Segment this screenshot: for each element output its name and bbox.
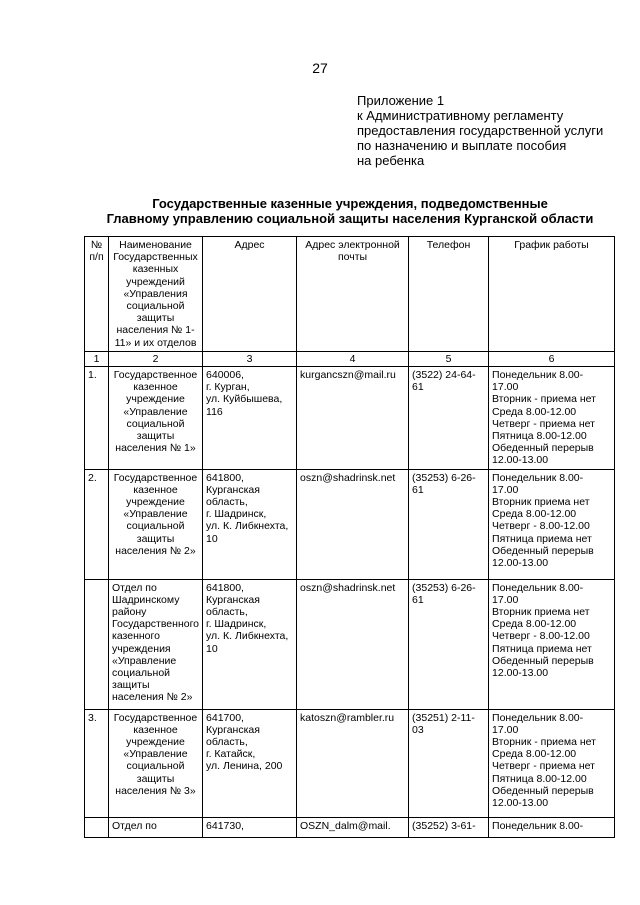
cell-line: 12.00-13.00 (492, 667, 549, 680)
cell-line: Курганская (206, 483, 260, 496)
cell-line: «Управление (123, 748, 188, 761)
cell-line: п/п (89, 251, 104, 264)
cell-line: 17.00 (492, 593, 519, 606)
cell-line: социальной (126, 300, 185, 313)
cell-line: Отдел по (112, 819, 157, 832)
cell-line: г. Шадринск, (206, 508, 267, 521)
table-row (85, 709, 615, 817)
cell-line: Курганская (206, 593, 260, 606)
column-number: 1 (85, 351, 109, 366)
header-num (85, 237, 109, 352)
cell-address (203, 367, 297, 470)
cell-num: 2. (85, 469, 109, 579)
cell-line: ул. Куйбышева, (206, 393, 283, 406)
cell-line: Государственного (112, 618, 200, 631)
cell-line: «Управление (123, 405, 188, 418)
cell-name (109, 817, 203, 837)
cell-line: 17.00 (492, 483, 519, 496)
appendix-line: на ребенка (357, 153, 425, 168)
cell-line: Государственное (113, 369, 198, 382)
cell-address (203, 817, 297, 837)
cell-line: 641730, (206, 819, 244, 832)
cell-line: 641800, (206, 581, 244, 594)
cell-num (85, 579, 109, 709)
cell-num: 1. (85, 367, 109, 470)
cell-line: Обеденный перерыв (492, 654, 594, 667)
header-phone (409, 237, 489, 352)
cell-line: Шадринскому (112, 593, 180, 606)
appendix-line: к Административному регламенту (357, 108, 564, 123)
cell-line: Четверг - приема нет (492, 760, 595, 773)
cell-line: 11» и их отделов (114, 336, 197, 349)
cell-num: 3. (85, 709, 109, 817)
cell-line: учреждение (126, 496, 185, 509)
cell-line: г. Шадринск, (206, 618, 267, 631)
cell-line: Обеденный перерыв (492, 442, 594, 455)
cell-line: 10 (206, 642, 218, 655)
cell-line: katoszn@rambler.ru (300, 711, 395, 724)
cell-line: Обеденный перерыв (492, 784, 594, 797)
cell-line: Наименование (119, 239, 192, 251)
cell-line: 12.00-13.00 (492, 557, 549, 570)
appendix-line: предоставления государственной услуги (357, 123, 604, 138)
cell-address (203, 469, 297, 579)
cell-line: населения № 3» (115, 784, 196, 797)
cell-line: Государственных (113, 251, 198, 264)
cell-line: «Управления (123, 287, 188, 300)
cell-line: казенных (132, 263, 179, 276)
cell-line: г. Курган, (206, 381, 250, 394)
cell-email (297, 367, 409, 470)
cell-line: социальной (126, 417, 185, 430)
cell-schedule (489, 367, 615, 470)
cell-email (297, 469, 409, 579)
cell-line: Телефон (426, 239, 471, 251)
cell-line: ул. Ленина, 200 (206, 760, 283, 773)
cell-line: учреждение (126, 736, 185, 749)
cell-line: Четверг - 8.00-12.00 (492, 630, 590, 643)
cell-line: ул. К. Либкнехта, (206, 630, 289, 643)
cell-line: oszn@shadrinsk.net (300, 471, 396, 484)
page-number: 27 (312, 60, 328, 76)
cell-line: казенное (133, 483, 178, 496)
cell-line: Пятница приема нет (492, 642, 592, 655)
cell-phone (409, 367, 489, 470)
cell-address (203, 709, 297, 817)
cell-phone (409, 709, 489, 817)
cell-line: Четверг - 8.00-12.00 (492, 520, 590, 533)
cell-line: 10 (206, 532, 218, 545)
cell-line: социальной (126, 520, 185, 533)
cell-line: Государственное (113, 711, 198, 724)
cell-line: учреждения (112, 642, 171, 655)
cell-line: Понедельник 8.00- (492, 711, 584, 724)
cell-line: Среда 8.00-12.00 (492, 618, 577, 631)
header-name (109, 237, 203, 352)
cell-line: Понедельник 8.00- (492, 581, 584, 594)
appendix-line: Приложение 1 (357, 93, 445, 108)
cell-line: Государственное (113, 471, 198, 484)
cell-line: 61 (412, 593, 424, 606)
cell-line: Курганская (206, 723, 260, 736)
cell-line: kurgancszn@mail.ru (300, 369, 396, 382)
cell-line: Понедельник 8.00- (492, 369, 584, 382)
cell-email (297, 817, 409, 837)
cell-line: Отдел по (112, 581, 157, 594)
cell-line: «Управление (112, 654, 177, 667)
cell-line: почты (337, 251, 368, 264)
document-title-line: Главному управлению социальной защиты населения Курганской области (106, 211, 594, 226)
document-title-line: Государственные казенные учреждения, подведомственные (152, 196, 548, 211)
cell-line: Среда 8.00-12.00 (492, 405, 577, 418)
appendix-note (357, 93, 627, 168)
cell-num (85, 817, 109, 837)
cell-name (109, 367, 203, 470)
institutions-table (84, 236, 615, 838)
cell-line: Вторник - приема нет (492, 393, 596, 406)
column-numbers-row (85, 351, 615, 366)
appendix-line: по назначению и выплате пособия (357, 138, 567, 153)
cell-line: 61 (412, 381, 424, 394)
cell-line: защиты (136, 430, 175, 443)
cell-line: казенное (133, 381, 178, 394)
cell-line: 61 (412, 483, 424, 496)
column-number: 4 (297, 351, 409, 366)
cell-email (297, 709, 409, 817)
cell-line: область, (206, 736, 248, 749)
cell-line: (35252) 3-61- (412, 819, 476, 832)
cell-line: защиты (136, 532, 175, 545)
cell-line: казенное (133, 723, 178, 736)
cell-line: населения № 2» (112, 691, 193, 704)
cell-line: «Управление (123, 508, 188, 521)
cell-line: району (112, 606, 147, 619)
cell-line: ул. К. Либкнехта, (206, 520, 289, 533)
column-number: 6 (489, 351, 615, 366)
cell-line: защиты (112, 679, 150, 692)
cell-line: защиты (136, 772, 175, 785)
cell-line: Понедельник 8.00- (492, 819, 584, 832)
cell-line: область, (206, 606, 248, 619)
cell-line: Пятница 8.00-12.00 (492, 430, 587, 443)
cell-line: (35251) 2-11- (412, 711, 475, 724)
cell-line: Адрес (234, 239, 265, 251)
cell-line: Среда 8.00-12.00 (492, 508, 577, 521)
cell-line: 12.00-13.00 (492, 797, 549, 810)
cell-name (109, 469, 203, 579)
header-address (203, 237, 297, 352)
cell-line: социальной (112, 667, 171, 680)
cell-line: Адрес электронной (305, 239, 400, 251)
cell-line: защиты (136, 312, 175, 325)
cell-line: Вторник приема нет (492, 606, 590, 619)
document-title (80, 196, 620, 226)
cell-line: 116 (206, 405, 223, 418)
table-row (85, 817, 615, 837)
cell-line: населения № 1- (116, 324, 195, 337)
cell-line: 17.00 (492, 381, 519, 394)
cell-line: Среда 8.00-12.00 (492, 748, 577, 761)
cell-line: 641700, (206, 711, 244, 724)
cell-line: Пятница приема нет (492, 532, 592, 545)
cell-phone (409, 469, 489, 579)
cell-line: (3522) 24-64- (412, 369, 476, 382)
column-number: 2 (109, 351, 203, 366)
table-header-row (85, 237, 615, 352)
cell-line: область, (206, 496, 248, 509)
cell-line: 640006, (206, 369, 244, 382)
cell-line: 12.00-13.00 (492, 454, 549, 467)
column-number: 3 (203, 351, 297, 366)
cell-name (109, 579, 203, 709)
column-number: 5 (409, 351, 489, 366)
cell-line: OSZN_dalm@mail. (300, 819, 391, 832)
cell-schedule (489, 817, 615, 837)
cell-line: oszn@shadrinsk.net (300, 581, 396, 594)
cell-address (203, 579, 297, 709)
table-row (85, 579, 615, 709)
cell-line: Пятница 8.00-12.00 (492, 772, 587, 785)
cell-line: (35253) 6-26- (412, 581, 476, 594)
cell-line: учреждений (126, 275, 185, 288)
header-schedule (489, 237, 615, 352)
cell-line: населения № 1» (115, 442, 196, 455)
cell-line: № (90, 239, 103, 251)
cell-line: 641800, (206, 471, 244, 484)
cell-phone (409, 817, 489, 837)
cell-line: Вторник - приема нет (492, 736, 596, 749)
cell-line: г. Катайск, (206, 748, 256, 761)
cell-schedule (489, 469, 615, 579)
cell-line: 17.00 (492, 723, 519, 736)
cell-line: Понедельник 8.00- (492, 471, 584, 484)
cell-line: казенного (112, 630, 160, 643)
cell-line: Вторник приема нет (492, 496, 590, 509)
cell-line: социальной (126, 760, 185, 773)
cell-schedule (489, 709, 615, 817)
cell-phone (409, 579, 489, 709)
cell-line: Четверг - приема нет (492, 417, 595, 430)
header-email (297, 237, 409, 352)
cell-email (297, 579, 409, 709)
cell-line: 03 (412, 723, 424, 736)
cell-line: График работы (514, 239, 589, 251)
cell-line: населения № 2» (115, 544, 196, 557)
table-row (85, 367, 615, 470)
table-row (85, 469, 615, 579)
cell-schedule (489, 579, 615, 709)
cell-line: Обеденный перерыв (492, 544, 594, 557)
cell-line: учреждение (126, 393, 185, 406)
cell-name (109, 709, 203, 817)
cell-line: (35253) 6-26- (412, 471, 476, 484)
